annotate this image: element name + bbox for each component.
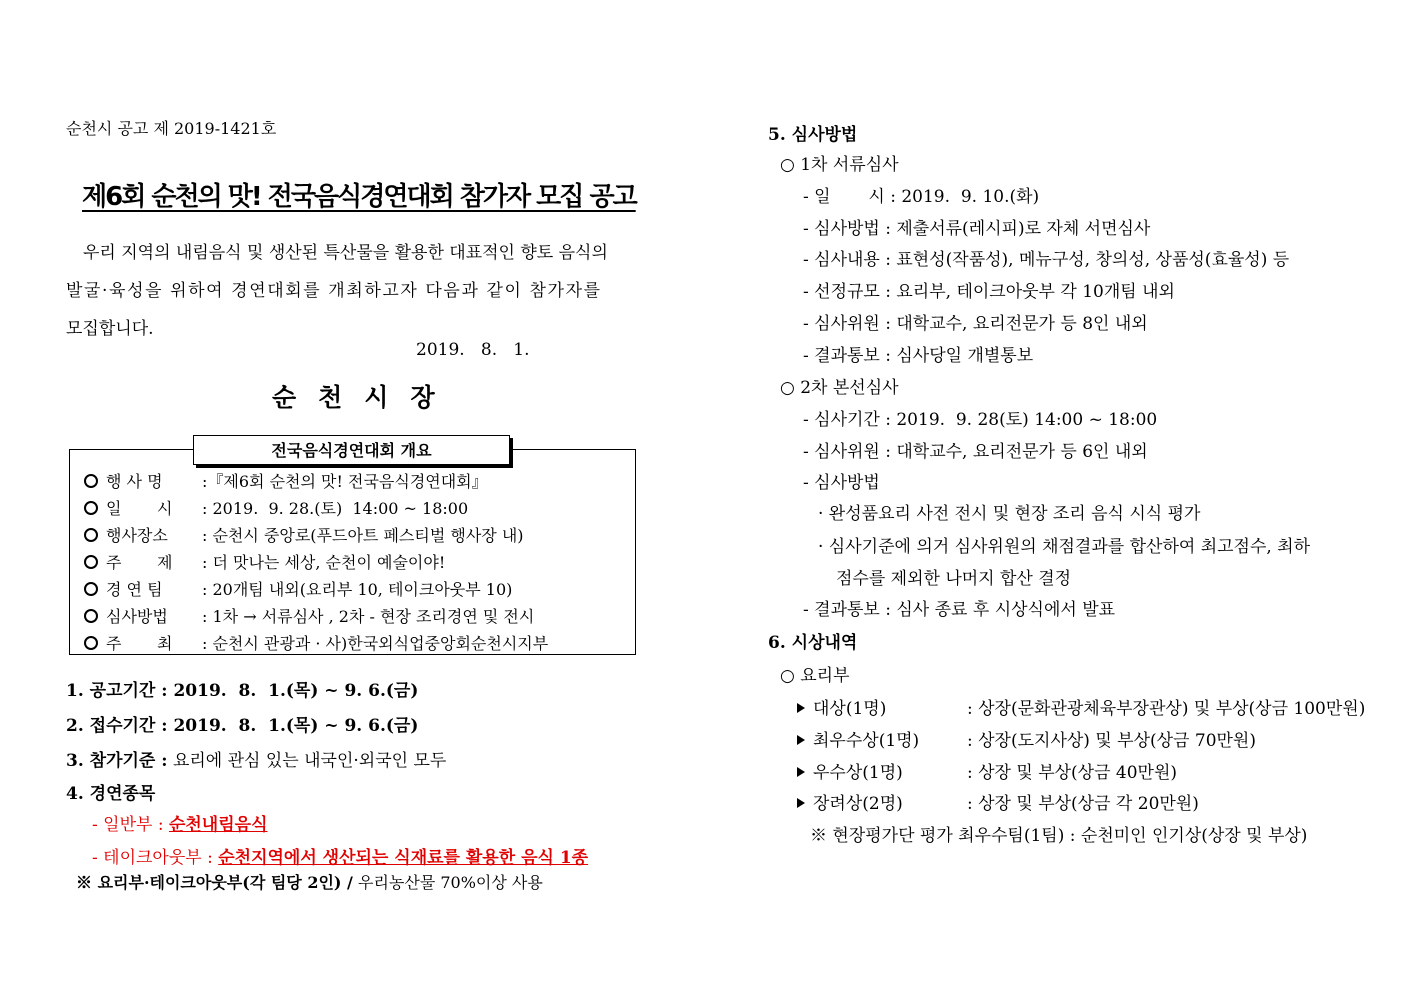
section-announcement-period: 1. 공고기간 : 2019. 8. 1.(목) ~ 9. 6.(금) xyxy=(66,681,419,701)
judging-subitem: · 심사기준에 의거 심사위원의 채점결과를 합산하여 최고점수, 최하 xyxy=(818,537,1311,557)
prize-row xyxy=(797,726,1256,751)
issuer-name: 순천시장 xyxy=(272,383,457,412)
overview-key: 주 최 xyxy=(106,634,173,653)
overview-row xyxy=(84,523,524,546)
overview-key: 주 제 xyxy=(106,553,173,572)
section-eligibility xyxy=(66,746,446,771)
circle-bullet-icon xyxy=(84,609,98,623)
overview-key: 행 사 명 xyxy=(106,472,163,491)
prize-name: 장려상(2명) xyxy=(813,794,903,814)
prize-row xyxy=(797,758,1177,783)
prize-desc: : 상장(도지사상) 및 부상(상금 70만원) xyxy=(967,731,1256,751)
prize-desc: : 상장 및 부상(상금 40만원) xyxy=(967,763,1178,783)
category-general-value: 순천내림음식 xyxy=(168,815,268,835)
category-note xyxy=(76,870,543,893)
section-submission-period: 2. 접수기간 : 2019. 8. 1.(목) ~ 9. 6.(금) xyxy=(66,716,419,736)
judging-round-1: ○ 1차 서류심사 xyxy=(780,155,899,175)
judging-item: - 심사기간 : 2019. 9. 28(토) 14:00 ~ 18:00 xyxy=(803,410,1158,430)
overview-value: : 순천시 관광과 · 사)한국외식업중앙회순천시지부 xyxy=(202,634,549,653)
section-categories: 4. 경연종목 xyxy=(66,784,156,804)
category-note-head: ※ 요리부·테이크아웃부(각 팀당 2인) / xyxy=(76,873,353,892)
category-takeout xyxy=(92,843,588,868)
section-awards: 6. 시상내역 xyxy=(768,633,858,653)
prize-row xyxy=(797,694,1365,719)
overview-key: 행사장소 xyxy=(106,526,168,545)
judging-item: - 심사위원 : 대학교수, 요리전문가 등 6인 내외 xyxy=(803,442,1148,462)
triangle-bullet-icon xyxy=(797,767,805,777)
overview-row xyxy=(84,496,468,519)
circle-bullet-icon xyxy=(84,555,98,569)
overview-value: :『제6회 순천의 맛! 전국음식경연대회』 xyxy=(202,472,488,491)
judging-item: - 심사위원 : 대학교수, 요리전문가 등 8인 내외 xyxy=(803,314,1148,334)
overview-key: 일 시 xyxy=(106,499,173,518)
judging-item: - 결과통보 : 심사 종료 후 시상식에서 발표 xyxy=(803,600,1116,620)
judging-item: - 결과통보 : 심사당일 개별통보 xyxy=(803,346,1034,366)
overview-row xyxy=(84,631,548,654)
triangle-bullet-icon xyxy=(797,735,805,745)
circle-bullet-icon xyxy=(84,474,98,488)
overview-value: : 순천시 중앙로(푸드아트 페스티벌 행사장 내) xyxy=(202,526,524,545)
prize-name: 최우수상(1명) xyxy=(813,731,920,751)
issue-date: 2019. 8. 1. xyxy=(416,340,530,360)
judging-item: - 일 시 : 2019. 9. 10.(화) xyxy=(803,187,1040,207)
awards-category: ○ 요리부 xyxy=(780,666,850,686)
section-judging: 5. 심사방법 xyxy=(768,125,858,145)
category-general-label: - 일반부 : xyxy=(92,815,169,835)
intro-line-1: 우리 지역의 내림음식 및 생산된 특산물을 활용한 대표적인 향토 음식의 xyxy=(83,243,608,263)
overview-value: : 1차 → 서류심사 , 2차 - 현장 조리경연 및 전시 xyxy=(202,607,535,626)
triangle-bullet-icon xyxy=(797,703,805,713)
judging-item: - 선정규모 : 요리부, 테이크아웃부 각 10개팀 내외 xyxy=(803,282,1175,302)
triangle-bullet-icon xyxy=(797,798,805,808)
overview-value: : 2019. 9. 28.(토) 14:00 ~ 18:00 xyxy=(202,499,469,518)
overview-row xyxy=(84,577,512,600)
overview-key: 경 연 팀 xyxy=(106,580,163,599)
document-number: 순천시 공고 제 2019-1421호 xyxy=(66,119,277,138)
category-general xyxy=(92,810,268,835)
circle-bullet-icon xyxy=(84,636,98,650)
prize-name: 대상(1명) xyxy=(813,699,887,719)
intro-paragraph xyxy=(66,234,638,348)
overview-key: 심사방법 xyxy=(106,607,168,626)
intro-line-3: 모집합니다. xyxy=(66,319,154,339)
judging-item: - 심사내용 : 표현성(작품성), 메뉴구성, 창의성, 상품성(효율성) 등 xyxy=(803,250,1290,270)
category-note-body: 우리농산물 70%이상 사용 xyxy=(352,873,543,892)
awards-note: ※ 현장평가단 평가 최우수팀(1팀) : 순천미인 인기상(상장 및 부상) xyxy=(810,826,1308,846)
prize-desc: : 상장(문화관광체육부장관상) 및 부상(상금 100만원) xyxy=(967,699,1366,719)
prize-name: 우수상(1명) xyxy=(813,763,903,783)
overview-row xyxy=(84,550,445,573)
overview-value: : 더 맛나는 세상, 순천이 예술이야! xyxy=(202,553,446,572)
overview-label: 전국음식경연대회 개요 xyxy=(193,435,510,465)
judging-subitem: · 완성품요리 사전 전시 및 현장 조리 음식 시식 평가 xyxy=(818,504,1201,524)
overview-value: : 20개팀 내외(요리부 10, 테이크아웃부 10) xyxy=(202,580,513,599)
judging-subitem-continued: 점수를 제외한 나머지 합산 결정 xyxy=(836,569,1072,589)
category-takeout-label: - 테이크아웃부 : xyxy=(92,848,219,868)
page-title: 제6회 순천의 맛! 전국음식경연대회 참가자 모집 공고 xyxy=(82,182,636,212)
judging-round-2: ○ 2차 본선심사 xyxy=(780,378,899,398)
judging-item: - 심사방법 xyxy=(803,473,880,493)
judging-item: - 심사방법 : 제출서류(레시피)로 자체 서면심사 xyxy=(803,219,1151,239)
section-eligibility-head: 3. 참가기준 : xyxy=(66,751,168,771)
prize-desc: : 상장 및 부상(상금 각 20만원) xyxy=(967,794,1199,814)
overview-row xyxy=(84,604,534,627)
circle-bullet-icon xyxy=(84,582,98,596)
prize-row xyxy=(797,789,1199,814)
overview-row xyxy=(84,469,488,492)
circle-bullet-icon xyxy=(84,528,98,542)
circle-bullet-icon xyxy=(84,501,98,515)
category-takeout-value: 순천지역에서 생산되는 식재료를 활용한 음식 1종 xyxy=(218,848,589,868)
section-eligibility-body: 요리에 관심 있는 내국인·외국인 모두 xyxy=(167,751,447,771)
intro-line-2: 발굴·육성을 위하여 경연대회를 개최하고자 다음과 같이 참가자를 xyxy=(66,281,602,301)
